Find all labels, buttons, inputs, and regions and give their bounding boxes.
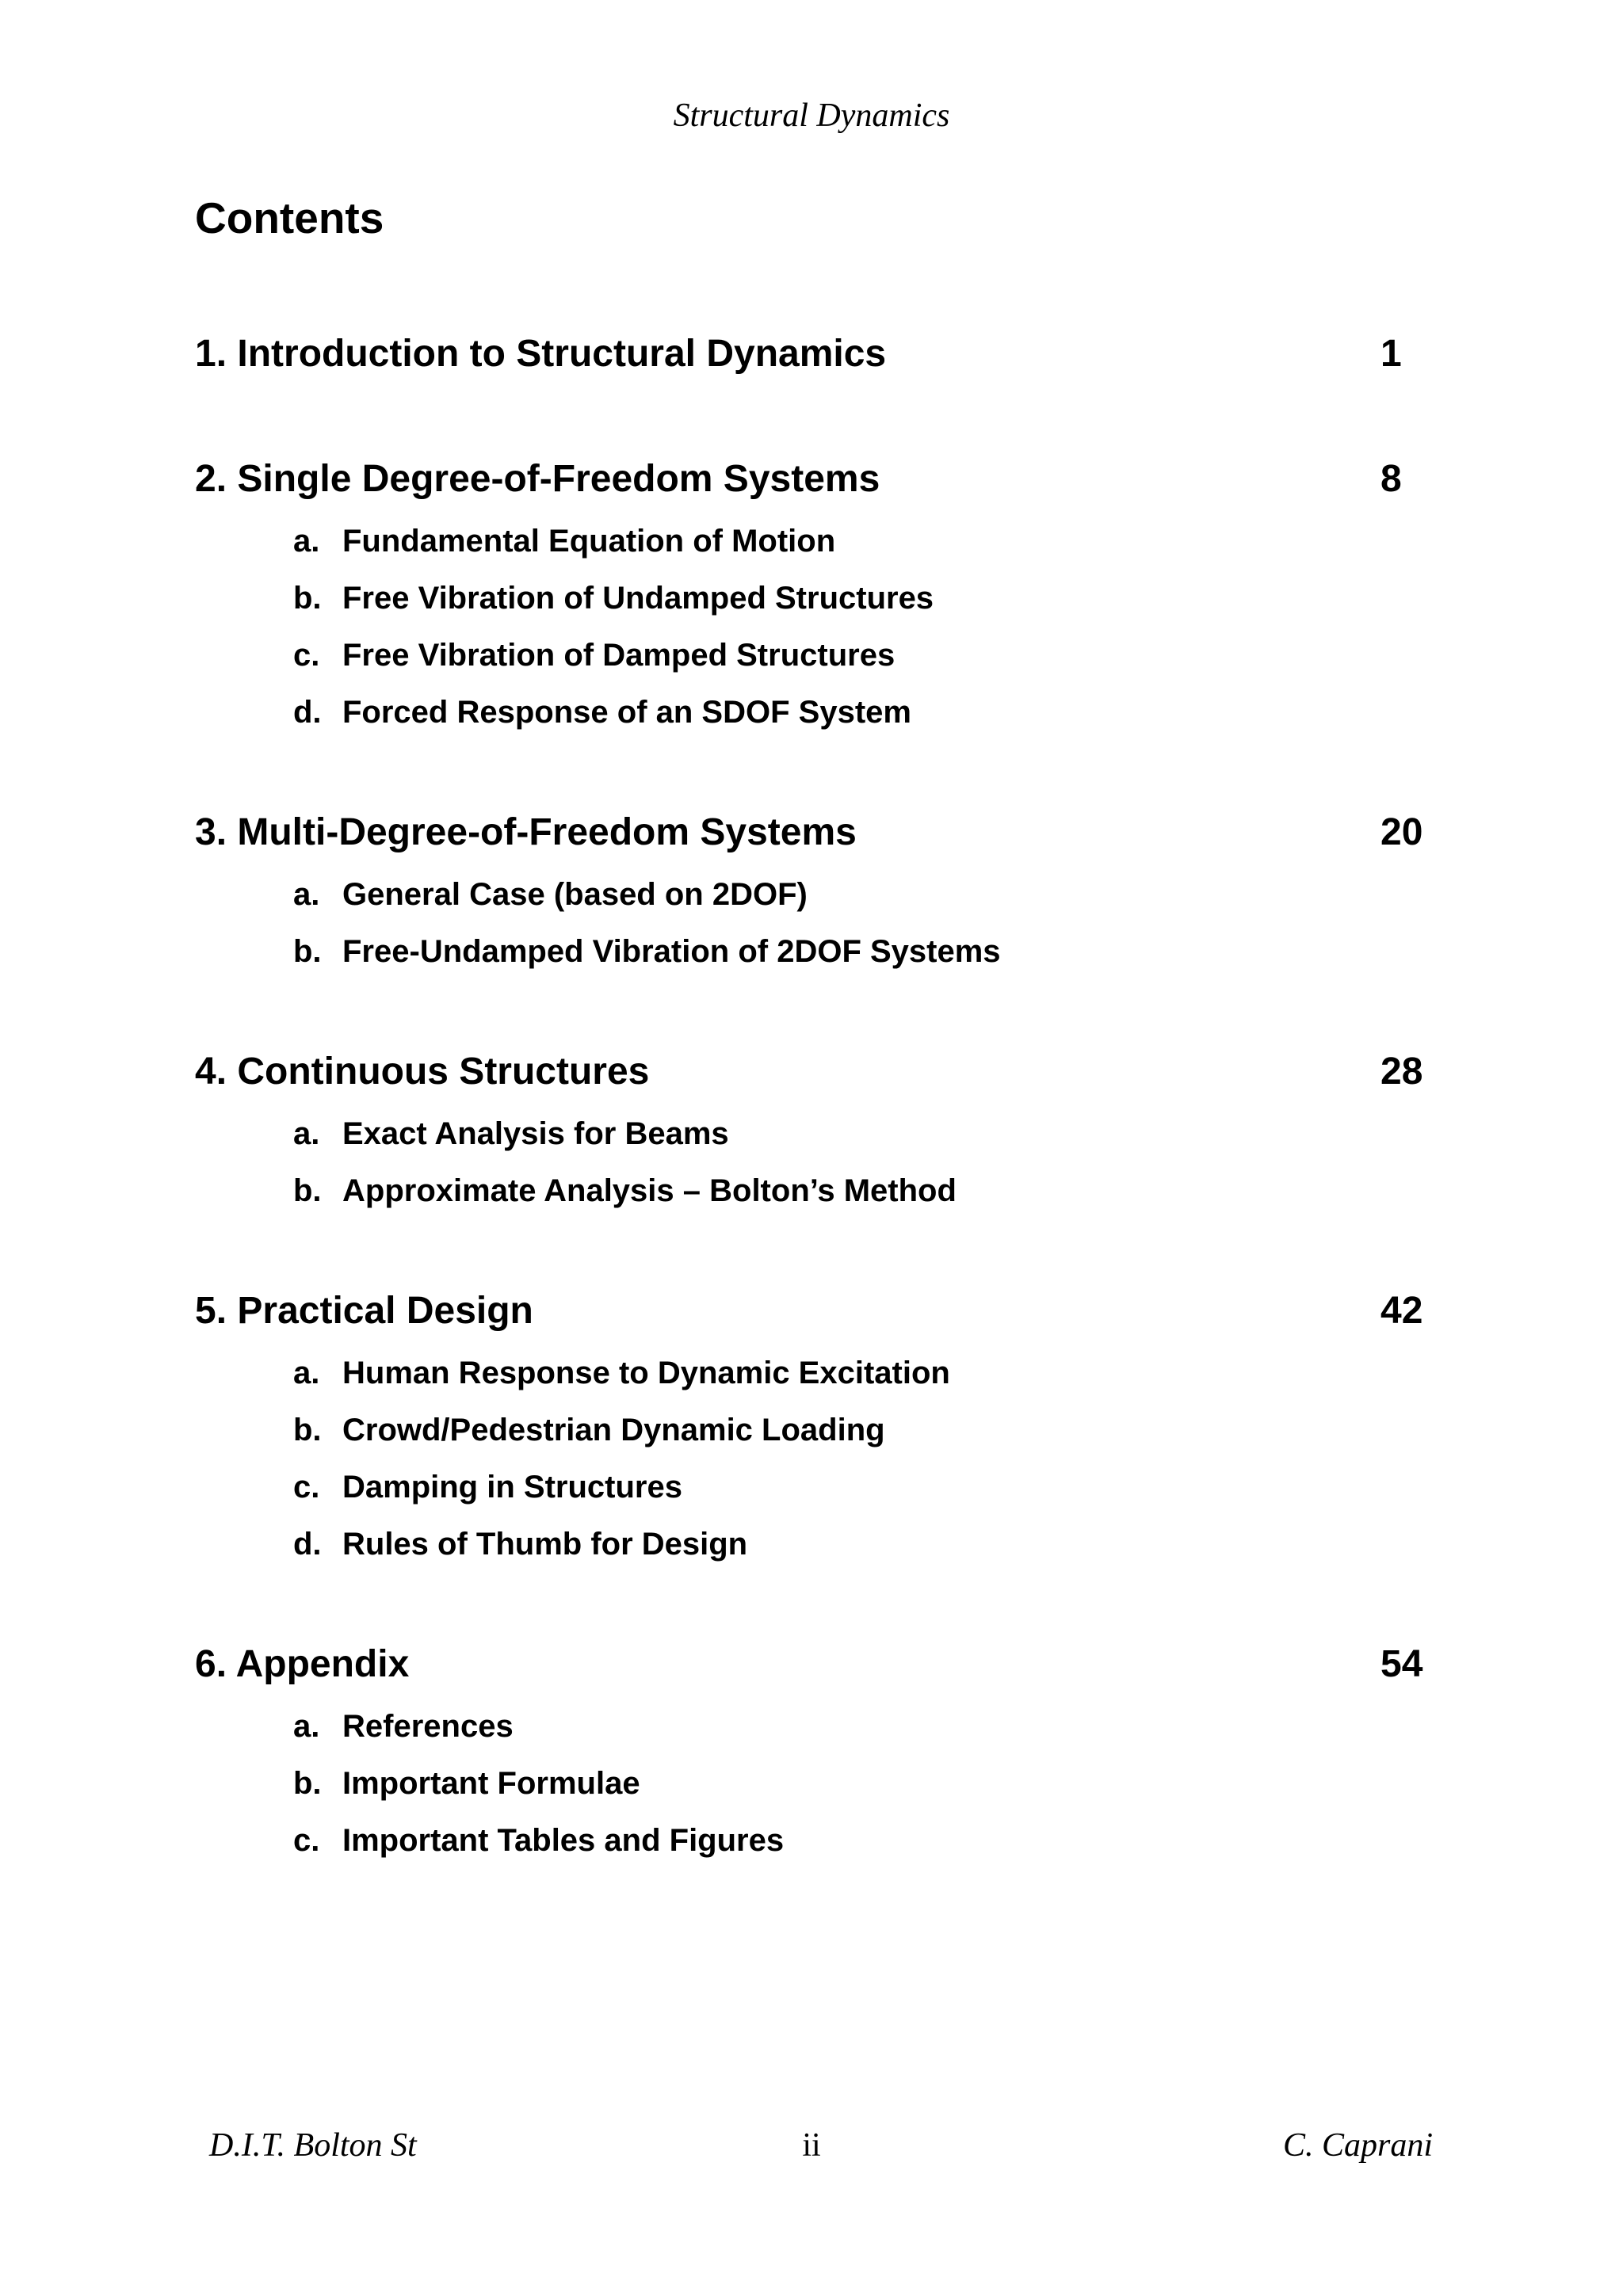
toc-section-page-number: 1: [1381, 333, 1402, 375]
toc-subsection-item: [195, 1755, 1431, 1812]
running-footer: [0, 2123, 1623, 2168]
toc-section-heading: [195, 799, 1431, 866]
toc-section-heading: [195, 1039, 1431, 1105]
toc-section-page-number: 54: [1381, 1643, 1423, 1685]
toc-subsection-letter: a.: [293, 1709, 320, 1744]
toc-subsection-item: [195, 1812, 1431, 1869]
toc-section: [195, 1039, 1431, 1219]
toc-section-heading: [195, 1631, 1431, 1698]
toc-subsection-label: Free-Undamped Vibration of 2DOF Systems: [342, 934, 1001, 969]
toc-subsection-list: [195, 1344, 1431, 1573]
running-header: Structural Dynamics: [673, 97, 950, 134]
toc-subsection-list: [195, 1105, 1431, 1219]
toc-subsection-label: Rules of Thumb for Design: [342, 1527, 748, 1562]
toc-section-heading: [195, 321, 1431, 387]
toc-subsection-item: [195, 1344, 1431, 1402]
toc-subsection-letter: a.: [293, 1356, 320, 1390]
toc-section-page-number: 42: [1381, 1290, 1423, 1332]
toc-subsection-list: [195, 866, 1431, 980]
toc-subsection-label: Free Vibration of Damped Structures: [342, 638, 896, 673]
toc-section-title: 4. Continuous Structures: [195, 1051, 650, 1093]
toc-subsection-item: [195, 684, 1431, 741]
toc-subsection-letter: b.: [293, 934, 322, 969]
toc-subsection-label: Approximate Analysis – Bolton’s Method: [342, 1173, 957, 1208]
toc-section: [195, 321, 1431, 387]
toc-subsection-label: Crowd/Pedestrian Dynamic Loading: [342, 1413, 885, 1447]
toc-subsection-label: Fundamental Equation of Motion: [342, 524, 836, 559]
footer-author: C. Caprani: [1282, 2127, 1433, 2164]
toc-subsection-label: Free Vibration of Undamped Structures: [342, 581, 934, 616]
toc-section-title: 5. Practical Design: [195, 1290, 533, 1332]
toc-section-title: 3. Multi-Degree-of-Freedom Systems: [195, 811, 857, 853]
toc-subsection-label: References: [342, 1709, 514, 1744]
toc-subsection-item: [195, 513, 1431, 570]
toc-subsection-letter: d.: [293, 695, 322, 730]
toc-section-title: 6. Appendix: [195, 1643, 410, 1685]
toc-subsection-item: [195, 627, 1431, 684]
toc-section: [195, 1278, 1431, 1573]
toc-subsection-label: Important Formulae: [342, 1766, 640, 1801]
toc-subsection-label: Human Response to Dynamic Excitation: [342, 1356, 950, 1390]
toc-subsection-item: [195, 1105, 1431, 1162]
toc-subsection-letter: c.: [293, 1470, 320, 1505]
toc-subsection-item: [195, 923, 1431, 980]
toc-subsection-letter: b.: [293, 581, 322, 616]
footer-page-number: ii: [802, 2127, 821, 2164]
toc-section-page-number: 20: [1381, 811, 1423, 853]
toc-section-page-number: 28: [1381, 1051, 1423, 1093]
toc-subsection-label: Exact Analysis for Beams: [342, 1116, 729, 1151]
toc-subsection-letter: a.: [293, 877, 320, 912]
page-title: Contents: [195, 193, 384, 242]
toc-subsection-label: Forced Response of an SDOF System: [342, 695, 911, 730]
toc-section-page-number: 8: [1381, 458, 1402, 500]
toc-section-title: 1. Introduction to Structural Dynamics: [195, 333, 887, 375]
toc-subsection-list: [195, 1698, 1431, 1869]
toc-subsection-letter: b.: [293, 1173, 322, 1208]
toc-subsection-letter: a.: [293, 1116, 320, 1151]
footer-institution: D.I.T. Bolton St: [209, 2127, 417, 2164]
toc-subsection-item: [195, 1459, 1431, 1516]
toc-subsection-item: [195, 1162, 1431, 1219]
toc-section: [195, 1631, 1431, 1869]
toc-subsection-label: Important Tables and Figures: [342, 1823, 785, 1858]
toc-subsection-item: [195, 866, 1431, 923]
toc-subsection-letter: b.: [293, 1413, 322, 1447]
toc-subsection-letter: a.: [293, 524, 320, 559]
toc-subsection-item: [195, 1516, 1431, 1573]
toc-subsection-item: [195, 1698, 1431, 1755]
toc-subsection-letter: d.: [293, 1527, 322, 1562]
toc-subsection-letter: b.: [293, 1766, 322, 1801]
toc-section-heading: [195, 1278, 1431, 1344]
toc-subsection-label: General Case (based on 2DOF): [342, 877, 808, 912]
toc-subsection-item: [195, 570, 1431, 627]
toc-section-title: 2. Single Degree-of-Freedom Systems: [195, 458, 880, 500]
toc-subsection-list: [195, 513, 1431, 741]
toc-section: [195, 799, 1431, 980]
toc-section-heading: [195, 446, 1431, 513]
toc-section: [195, 446, 1431, 741]
table-of-contents: [195, 321, 1431, 1928]
toc-subsection-letter: c.: [293, 1823, 320, 1858]
toc-subsection-letter: c.: [293, 638, 320, 673]
toc-subsection-item: [195, 1402, 1431, 1459]
toc-subsection-label: Damping in Structures: [342, 1470, 682, 1505]
